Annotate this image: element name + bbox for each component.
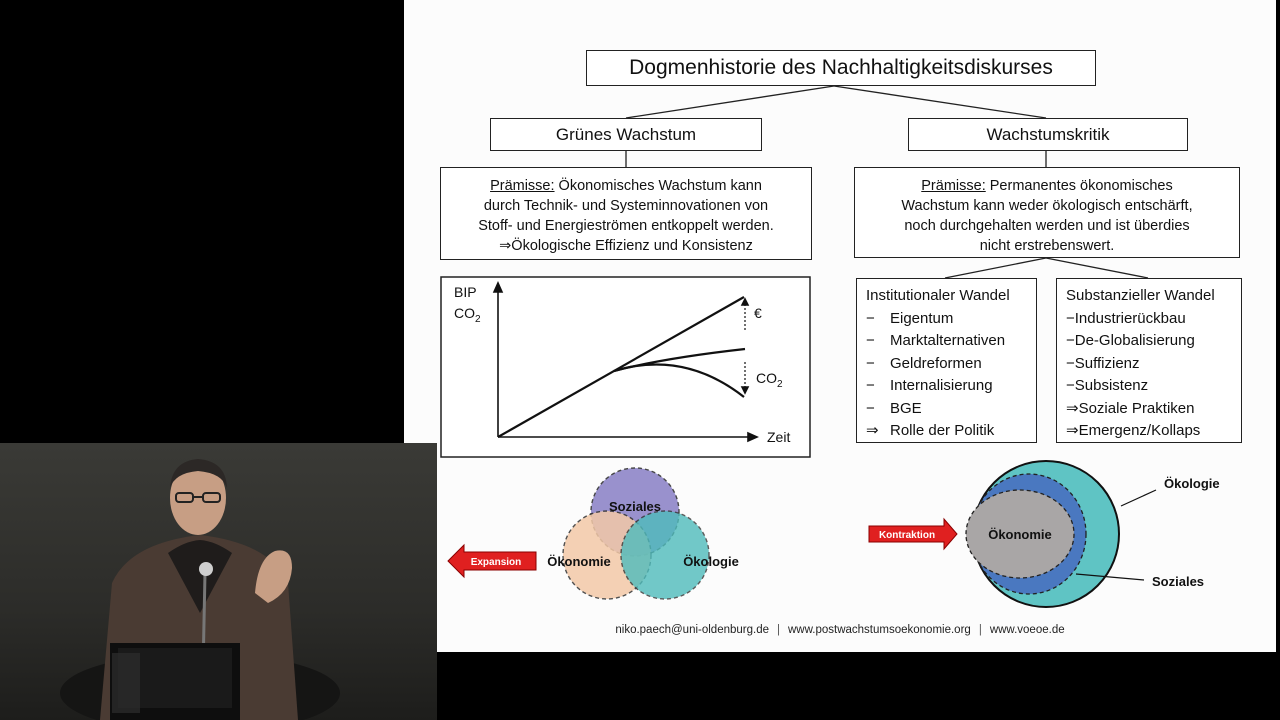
connector-title-left	[626, 86, 834, 118]
nested-label-oekonomie: Ökonomie	[988, 527, 1052, 542]
branch-gruenes-wachstum: Grünes Wachstum	[490, 118, 762, 151]
premise-right-line-3: noch durchgehalten werden und ist überdies	[904, 218, 1190, 234]
pointer-oekologie	[1121, 490, 1156, 506]
premise-right-label: Prämisse:	[921, 178, 986, 194]
list-text: Internalisierung	[890, 377, 993, 394]
subst-heading: Substanzieller Wandel	[1066, 287, 1215, 304]
premise-left-line-3: Stoff- und Energieströmen entkoppelt werden.	[478, 218, 774, 234]
chart-x-label-zeit: Zeit	[767, 429, 791, 445]
connector-title-right	[834, 86, 1046, 118]
list-item: −De-Globalisierung	[1066, 332, 1195, 349]
connector-premise-subst	[1046, 258, 1148, 278]
connector-premise-inst	[945, 258, 1046, 278]
list-marker: −	[866, 332, 875, 349]
list-item: −Subsistenz	[1066, 377, 1149, 394]
list-text: Marktalternativen	[890, 332, 1006, 349]
list-text: Rolle der Politik	[890, 422, 995, 439]
speaker-figure	[0, 443, 437, 720]
list-item	[866, 420, 1028, 443]
list-item	[866, 398, 1028, 421]
list-item: ⇒Soziale Praktiken	[1066, 399, 1195, 417]
kontraktion-arrow-label: Kontraktion	[878, 530, 936, 541]
chart-label-euro: €	[754, 305, 762, 321]
list-text: Eigentum	[890, 309, 954, 327]
list-marker: ⇒	[866, 422, 879, 439]
box-institutionaler-wandel	[856, 278, 1037, 443]
list-marker: −	[866, 377, 875, 394]
premise-right	[854, 167, 1240, 258]
list-item	[866, 330, 1028, 353]
chart-label-co2-main: CO	[756, 370, 777, 386]
speaker-video	[0, 443, 437, 720]
footer-site-voeoe: www.voeoe.de	[989, 624, 1065, 636]
list-marker: −	[866, 399, 875, 417]
list-item	[866, 308, 1028, 331]
list-item	[866, 353, 1028, 376]
chart-y-label-co2	[454, 305, 481, 325]
list-text: BGE	[890, 399, 922, 417]
list-marker: −	[866, 354, 875, 372]
nested-label-soziales: Soziales	[1152, 574, 1205, 589]
chart-label-co2	[756, 370, 783, 390]
expansion-arrow-label: Expansion	[470, 557, 522, 568]
venn-label-soziales: Soziales	[608, 499, 662, 514]
footer-separator: |	[978, 624, 982, 636]
premise-left	[440, 167, 812, 260]
list-text: Geldreformen	[890, 354, 982, 372]
chart-y-label-bip: BIP	[454, 284, 477, 300]
premise-right-line-1: Permanentes ökonomisches	[985, 178, 1173, 194]
footer-email: niko.paech@uni-oldenburg.de	[615, 624, 769, 636]
list-item: −Suffizienz	[1066, 354, 1140, 372]
chart-y-label-co2-sub: 2	[475, 313, 481, 325]
premise-right-line-2: Wachstum kann weder ökologisch entschärft,	[901, 198, 1193, 214]
footer-separator: |	[777, 624, 780, 636]
venn-label-oekologie: Ökologie	[683, 554, 739, 569]
premise-left-line-2: durch Technik- und Systeminnovationen von	[483, 198, 769, 214]
slide	[404, 0, 1276, 652]
box-substanzieller-wandel	[1056, 278, 1242, 443]
premise-left-line-1: Ökonomisches Wachstum kann	[554, 178, 762, 194]
list-item	[866, 375, 1028, 398]
premise-left-label: Prämisse:	[490, 178, 555, 194]
inst-heading: Institutionaler Wandel	[866, 287, 1010, 304]
slide-footer	[404, 624, 1276, 636]
list-item: ⇒Emergenz/Kollaps	[1066, 422, 1201, 439]
branch-wachstumskritik: Wachstumskritik	[908, 118, 1188, 151]
slide-title: Dogmenhistorie des Nachhaltigkeitsdiskurses	[586, 50, 1096, 86]
venn-label-oekonomie: Ökonomie	[547, 554, 611, 569]
list-marker: −	[866, 309, 875, 327]
list-item: −Industrierückbau	[1066, 309, 1186, 327]
footer-site-postwachstum: www.postwachstumsoekonomie.org	[788, 624, 971, 636]
chart-y-label-co2-main: CO	[454, 305, 475, 321]
premise-left-line-4: ⇒Ökologische Effizienz und Konsistenz	[499, 238, 753, 254]
chart-label-co2-sub: 2	[777, 378, 783, 390]
premise-right-line-4: nicht erstrebenswert.	[979, 238, 1115, 254]
nested-label-oekologie: Ökologie	[1164, 476, 1220, 491]
